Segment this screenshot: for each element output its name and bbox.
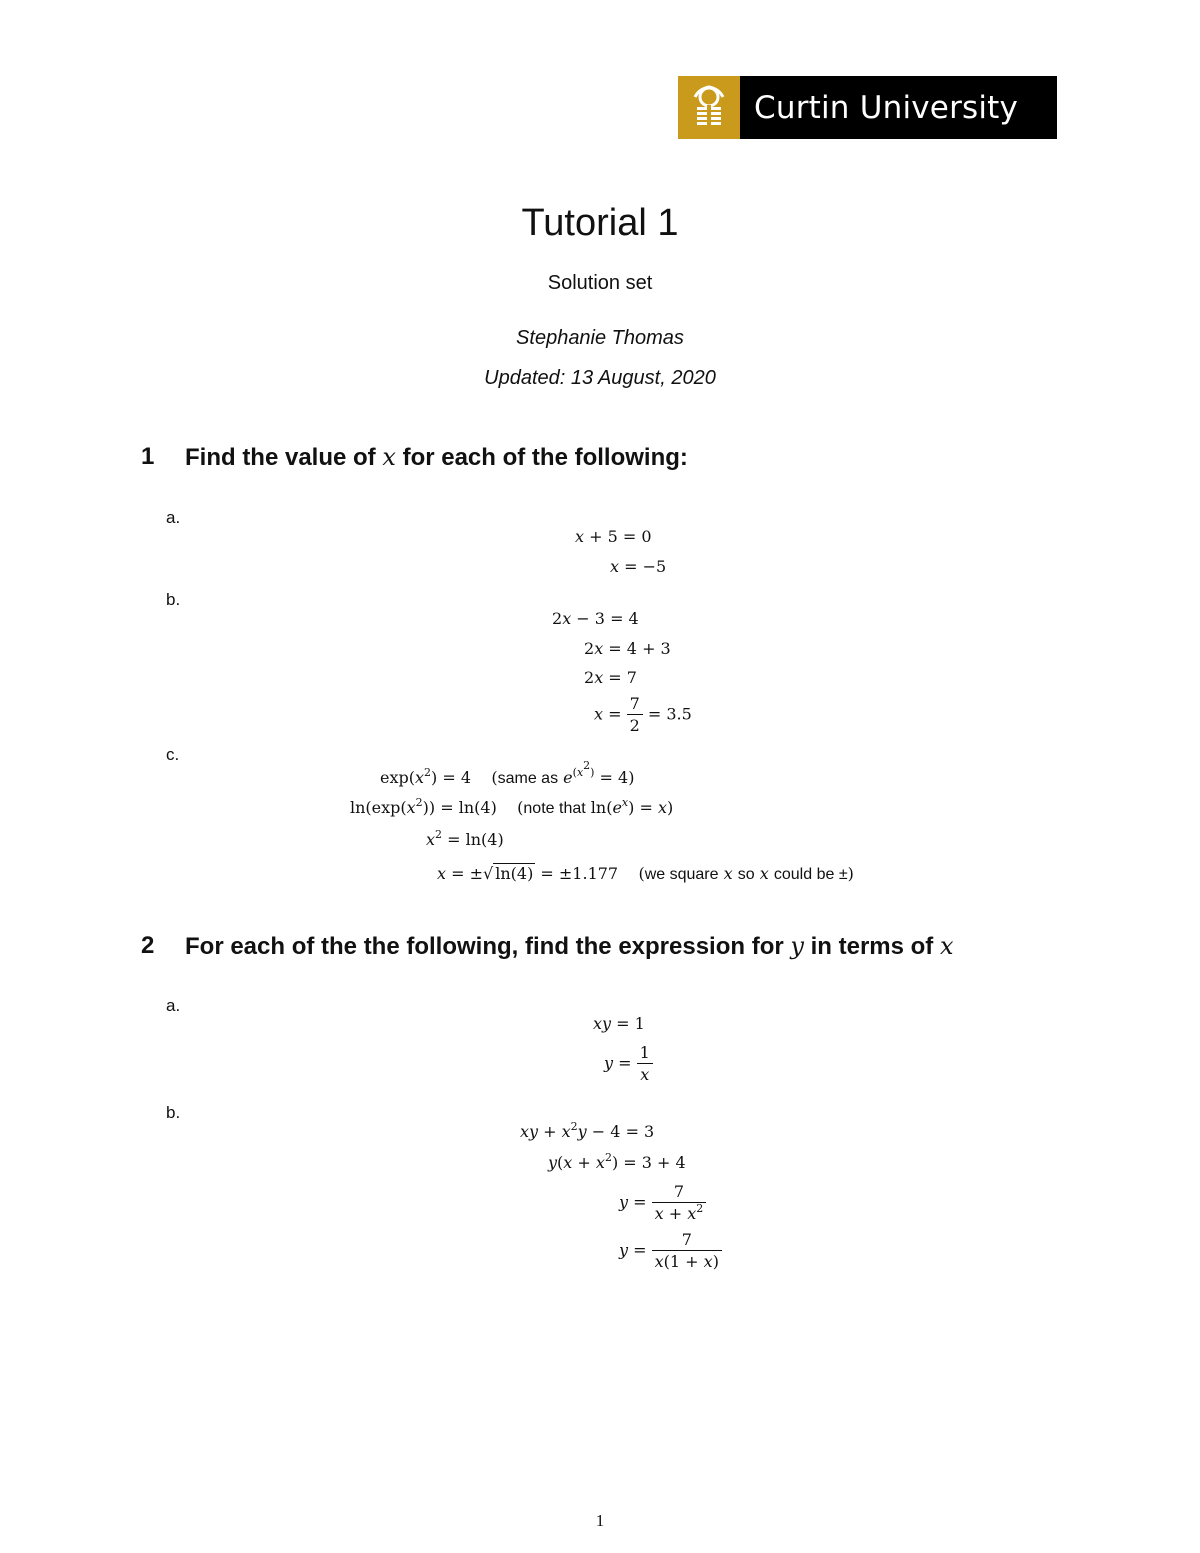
item-1a-label: a. — [166, 508, 181, 527]
logo-wordmark: Curtin University — [754, 89, 1019, 126]
equation-1a-line1: x + 5 = 0 — [575, 527, 652, 546]
page-number: 1 — [595, 1511, 605, 1530]
item-1c-label: c. — [166, 745, 180, 764]
crest-icon — [678, 76, 740, 139]
equation-1c-line4: x = ±√ ln(4) = ±1.177 (we square x so x could be ±) — [437, 864, 854, 883]
result-1b: 3.5 — [666, 704, 692, 724]
section-2-title: For each of the the following, find the expression for y in terms of x — [185, 932, 954, 960]
equation-1b-line1: 2x − 3 = 4 — [552, 609, 639, 628]
equation-1c-line2: $\ln(\exp(x^2)) = \ln(4)$ (note that $\ln(e^x) = x$) — [350, 796, 674, 817]
curtin-university-logo — [678, 76, 1057, 139]
equation-2b-line3: y = $\frac{7}{x + x^2}$ — [619, 1182, 706, 1224]
equation-2b-line4: y = $\frac{7}{x(1 + x)}$ — [619, 1230, 722, 1272]
equation-2a-line1: xy = 1 — [593, 1014, 645, 1033]
equation-1b-line2: 2x = 4 + 3 — [584, 639, 671, 658]
document-subtitle: Solution set — [547, 272, 653, 294]
equation-1a-line2: x = −5 — [610, 557, 667, 576]
equation-1c-line3: $x^2 = \ln(4)$ — [426, 828, 504, 849]
result-1c: ±1.177 — [558, 864, 619, 883]
equation-2b-line1: xy + $x^2y - 4 = 3$ — [520, 1120, 655, 1141]
equation-2b-line2: $y(x + x^2) = 3 + 4$ — [548, 1151, 686, 1172]
equation-1c-line1: $\exp(x^2) = 4$ (same as $e^{(x^2)} = 4$) — [380, 759, 635, 787]
equation-1b-line4: x = $\frac{7}{2}$ = 3.5 — [594, 694, 692, 735]
equation-2a-line2: y = $\frac{1}{x}$ — [604, 1043, 653, 1085]
section-1-title: Find the value of x for each of the following: — [185, 443, 688, 471]
document-title: Tutorial 1 — [521, 202, 679, 244]
updated-date: Updated: 13 August, 2020 — [484, 367, 716, 389]
section-2-number: 2 — [141, 932, 155, 959]
item-1b-label: b. — [166, 590, 181, 609]
section-1-number: 1 — [141, 443, 155, 470]
item-2b-label: b. — [166, 1103, 181, 1122]
equation-1b-line3: 2x = 7 — [584, 668, 637, 687]
item-2a-label: a. — [166, 996, 181, 1015]
author: Stephanie Thomas — [516, 327, 684, 349]
